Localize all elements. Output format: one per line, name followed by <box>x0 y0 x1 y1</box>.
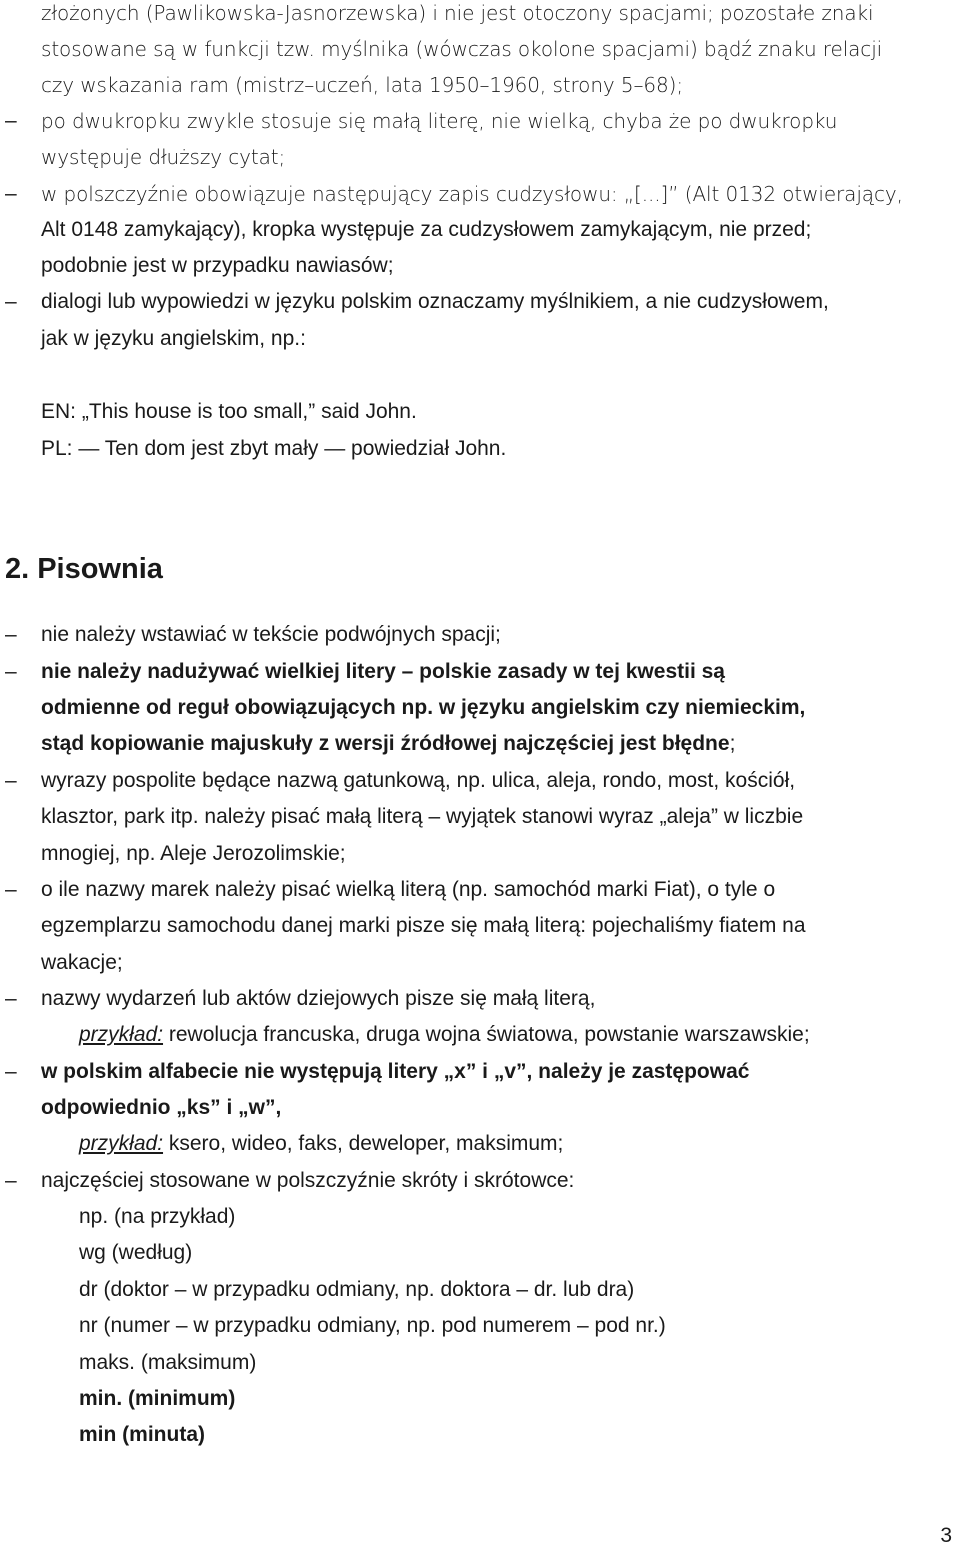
example-pl: PL: — Ten dom jest zbyt mały — powiedział John. <box>41 437 507 460</box>
list-item-line: podobnie jest w przypadku nawiasów; <box>41 254 394 277</box>
list-item-line: w polszczyźnie obowiązuje następujący zapis cudzysłowu: „[...]” (Alt 0132 otwierający, <box>41 182 903 206</box>
list-dash: – <box>5 1060 17 1083</box>
abbreviation-item: maks. (maksimum) <box>79 1351 257 1374</box>
paragraph-line: czy wskazania ram (mistrz–uczeń, lata 1950–1960, strony 5–68); <box>41 73 684 97</box>
list-dash: – <box>5 109 17 132</box>
list-item-line: w polskim alfabecie nie występują litery „x” i „v”, należy je zastępować <box>41 1060 750 1083</box>
paragraph-line: stosowane są w funkcji tzw. myślnika (wówczas okolone spacjami) bądź znaku relacji <box>41 37 883 61</box>
list-item-line: nie należy wstawiać w tekście podwójnych spacji; <box>41 623 501 646</box>
list-dash: – <box>5 290 17 313</box>
example-line <box>79 1022 810 1048</box>
section-heading <box>5 552 163 586</box>
list-dash: – <box>5 660 17 683</box>
list-item-line: egzemplarzu samochodu danej marki pisze się małą literą: pojechaliśmy fiatem na <box>41 914 806 937</box>
list-item-line: nazwy wydarzeń lub aktów dziejowych pisze się małą literą, <box>41 987 596 1010</box>
abbreviation-item: min (minuta) <box>79 1423 205 1446</box>
list-item-line: odpowiednio „ks” i „w”, <box>41 1096 282 1119</box>
list-item-line: jak w języku angielskim, np.: <box>41 327 306 350</box>
list-item-line: o ile nazwy marek należy pisać wielką literą (np. samochód marki Fiat), o tyle o <box>41 878 776 901</box>
abbreviation-item: wg (według) <box>79 1241 193 1264</box>
list-dash: – <box>5 987 17 1010</box>
section-title: Pisownia <box>37 553 163 585</box>
abbreviation-item: np. (na przykład) <box>79 1205 236 1228</box>
example-label: przykład: <box>79 1023 164 1046</box>
example-en: EN: „This house is too small,” said John. <box>41 400 417 423</box>
list-item-line: odmienne od reguł obowiązujących np. w języku angielskim czy niemieckim, <box>41 696 806 719</box>
list-item-line: dialogi lub wypowiedzi w języku polskim oznaczamy myślnikiem, a nie cudzysłowem, <box>41 290 829 313</box>
list-item-line: najczęściej stosowane w polszczyźnie skróty i skrótowce: <box>41 1169 575 1192</box>
example-text: ksero, wideo, faks, deweloper, maksimum; <box>163 1132 564 1155</box>
example-line <box>79 1131 563 1157</box>
list-item-line: wyrazy pospolite będące nazwą gatunkową, np. ulica, aleja, rondo, most, kościół, <box>41 769 796 792</box>
page-number: 3 <box>940 1524 952 1547</box>
abbreviation-item: nr (numer – w przypadku odmiany, np. pod numerem – pod nr.) <box>79 1314 666 1337</box>
list-dash: – <box>5 769 17 792</box>
list-item-line: mnogiej, np. Aleje Jerozolimskie; <box>41 842 346 865</box>
section-number: 2. <box>5 553 30 585</box>
example-label: przykład: <box>79 1132 164 1155</box>
abbreviation-item: min. (minimum) <box>79 1387 236 1410</box>
list-dash: – <box>5 878 17 901</box>
list-item-line: nie należy nadużywać wielkiej litery – polskie zasady w tej kwestii są <box>41 660 725 683</box>
list-item-line: po dwukropku zwykle stosuje się małą literę, nie wielką, chyba że po dwukropku <box>41 109 838 133</box>
list-dash: – <box>5 1169 17 1192</box>
list-item-line: wakacje; <box>41 951 123 974</box>
example-text: rewolucja francuska, druga wojna światowa, powstanie warszawskie; <box>163 1023 810 1046</box>
list-dash: – <box>5 623 17 646</box>
paragraph-line: złożonych (Pawlikowska-Jasnorzewska) i nie jest otoczony spacjami; pozostałe znaki <box>41 1 874 25</box>
bold-text: stąd kopiowanie majuskuły z wersji źródłowej najczęściej jest błędne <box>41 732 730 755</box>
text: ; <box>729 732 736 755</box>
list-item-line: Alt 0148 zamykający), kropka występuje za cudzysłowem zamykającym, nie przed; <box>41 218 812 241</box>
abbreviation-item: dr (doktor – w przypadku odmiany, np. doktora – dr. lub dra) <box>79 1278 635 1301</box>
list-item-line <box>41 731 735 757</box>
list-item-line: występuje dłuższy cytat; <box>41 145 286 169</box>
list-item-line: klasztor, park itp. należy pisać małą literą – wyjątek stanowi wyraz „aleja” w liczbie <box>41 805 804 828</box>
list-dash: – <box>5 182 17 205</box>
